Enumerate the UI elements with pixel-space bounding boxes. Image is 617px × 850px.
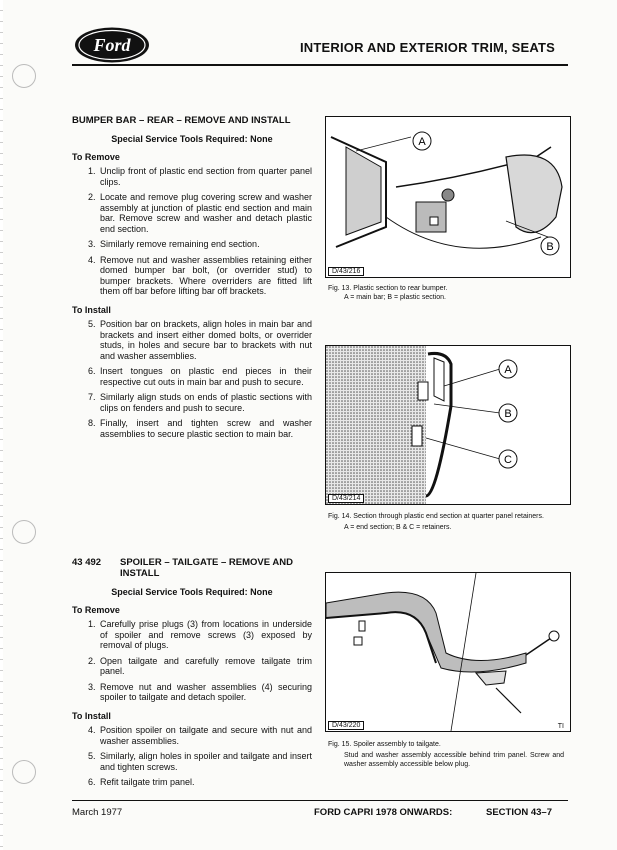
- caption-legend: A = end section; B & C = retainers.: [344, 524, 452, 531]
- list-item: 3. Remove nut and washer assemblies (4) securing spoiler to tailgate and detach spoiler.: [98, 682, 312, 703]
- list-item: 6. Insert tongues on plastic end pieces in their respective cut outs in main bar and push to secure.: [98, 366, 312, 387]
- callout-label: A: [504, 364, 512, 376]
- list-item: 4. Position spoiler on tailgate and secure with nut and washer assemblies.: [98, 725, 312, 746]
- list-item: 2. Locate and remove plug covering screw and washer assembly at junction of plastic end section and main bar. Remove screw and washer and detach plastic end section.: [98, 192, 312, 234]
- section-number: 43 492: [72, 557, 102, 568]
- list-item: 8. Finally, insert and tighten screw and washer assemblies to secure plastic section to main bar.: [98, 418, 312, 439]
- tools-line: Special Service Tools Required: None: [111, 587, 273, 597]
- logo-text: Ford: [93, 35, 131, 55]
- figure-ref: D/43/220: [328, 721, 364, 730]
- caption-text: Fig. 15. Spoiler assembly to tailgate.: [328, 741, 441, 748]
- list-item: 3. Similarly remove remaining end section.: [98, 239, 312, 250]
- figure-ref: D/43/216: [328, 267, 364, 276]
- callout-label: A: [418, 136, 426, 148]
- caption-legend: Stud and washer assembly accessible behind trim panel. Screw and washer assembly accessible below plug.: [344, 752, 564, 768]
- footer-title: FORD CAPRI 1978 ONWARDS:: [314, 807, 453, 818]
- header-rule: [72, 64, 568, 66]
- list-item: 5. Similarly, align holes in spoiler and tailgate and insert and tighten screws.: [98, 751, 312, 772]
- section-title: BUMPER BAR – REAR – REMOVE AND INSTALL: [72, 115, 291, 126]
- figure-15-caption: [328, 740, 564, 769]
- list-item: 5. Position bar on brackets, align holes in main bar and brackets and insert either domed bolts, or overrider studs, in holes and secure bar to brackets with nut and washer assemblies.: [98, 319, 312, 361]
- caption-text: Fig. 13. Plastic section to rear bumper.: [328, 285, 448, 292]
- punch-hole: [12, 64, 36, 88]
- figure-14: [325, 345, 571, 505]
- figure-13-caption: [328, 284, 564, 302]
- list-item: 4. Remove nut and washer assemblies retaining either domed bumper bar bolt, (or overrider stud) to bumper brackets. Where overriders are fitted lift them off bar before lifting bar off brackets.: [98, 255, 312, 297]
- install-heading: To Install: [72, 304, 111, 315]
- retainer-illustration: [326, 346, 570, 504]
- section-spoiler: [72, 557, 312, 793]
- tools-line: Special Service Tools Required: None: [111, 134, 273, 144]
- footer-section: SECTION 43–7: [486, 807, 552, 818]
- spoiler-illustration: [326, 573, 570, 731]
- ford-logo: [74, 26, 150, 64]
- figure-14-caption: [328, 512, 564, 532]
- bumper-illustration: [326, 117, 570, 277]
- punch-hole: [12, 520, 36, 544]
- figure-ref: D/43/214: [328, 494, 364, 503]
- footer-date: March 1977: [72, 807, 123, 818]
- figure-ref-right: TI: [557, 723, 564, 730]
- figure-13: [325, 116, 571, 278]
- punch-hole: [12, 760, 36, 784]
- install-heading: To Install: [72, 710, 111, 721]
- caption-text: Fig. 14. Section through plastic end section at quarter panel retainers.: [328, 513, 544, 520]
- list-item: 7. Similarly align studs on ends of plastic sections with clips on fenders and push to secure.: [98, 392, 312, 413]
- list-item: 1. Carefully prise plugs (3) from locations in underside of spoiler and remove screws (3) exposed by removal of plugs.: [98, 619, 312, 651]
- section-title: 43 492 SPOILER – TAILGATE – REMOVE AND INSTALL: [72, 557, 293, 579]
- section-bumper-bar: [72, 115, 312, 444]
- remove-heading: To Remove: [72, 604, 120, 615]
- callout-label: B: [546, 241, 554, 253]
- remove-heading: To Remove: [72, 151, 120, 162]
- list-item: 6. Refit tailgate trim panel.: [98, 777, 312, 788]
- callout-label: C: [504, 454, 512, 466]
- figure-15: [325, 572, 571, 732]
- page-header-title: INTERIOR AND EXTERIOR TRIM, SEATS: [300, 40, 556, 55]
- list-item: 2. Open tailgate and carefully remove tailgate trim panel.: [98, 656, 312, 677]
- caption-legend: A = main bar; B = plastic section.: [344, 294, 446, 301]
- binding-edge: [0, 0, 3, 850]
- list-item: 1. Unclip front of plastic end section from quarter panel clips.: [98, 166, 312, 187]
- footer-rule: [72, 800, 568, 801]
- callout-label: B: [504, 408, 512, 420]
